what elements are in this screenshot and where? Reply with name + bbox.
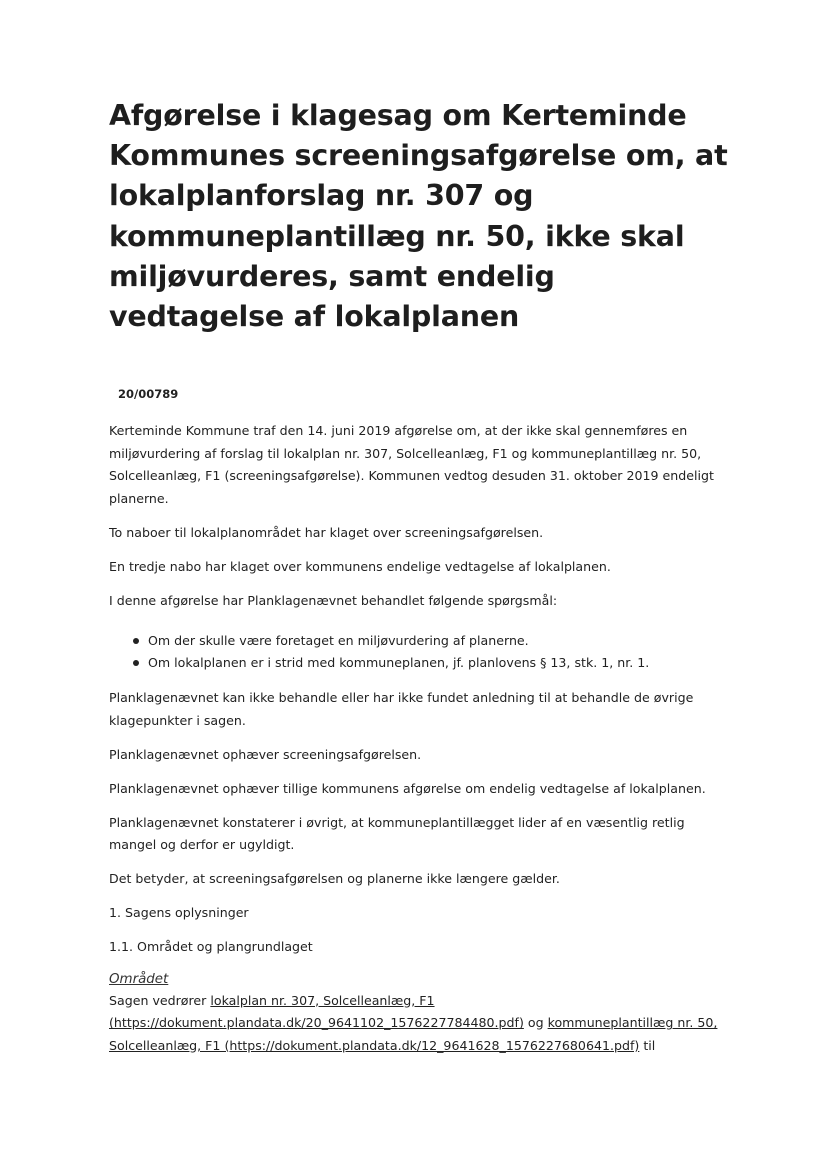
- decision-paragraph-2: Planklagenævnet ophæver screeningsafgørelsen.: [109, 746, 422, 762]
- decision-paragraph-4: Planklagenævnet konstaterer i øvrigt, at kommuneplantillægget lider af en væsentlig retlig mangel og derfor er ugyldigt.: [109, 814, 685, 853]
- section-heading-1: 1. Sagens oplysninger: [109, 904, 249, 920]
- intro-paragraph-3: En tredje nabo har klaget over kommunens endelige vedtagelse af lokalplanen.: [109, 558, 611, 574]
- list-item: Om der skulle være foretaget en miljøvurdering af planerne.: [148, 630, 729, 652]
- lokalplan-link[interactable]: lokalplan nr. 307, Solcelleanlæg, F1 (https://dokument.plandata.dk/20_9641102_1576227784480.pdf): [109, 992, 524, 1031]
- decision-paragraph-1: Planklagenævnet kan ikke behandle eller har ikke fundet anledning til at behandle de øvrige klagepunkter i sagen.: [109, 690, 694, 728]
- case-number: 20/00789: [118, 387, 179, 402]
- subheading-area: Området: [109, 971, 169, 987]
- section-heading-1-1: 1.1. Området og plangrundlaget: [109, 938, 313, 954]
- document-page: [109, 96, 729, 1069]
- intro-paragraph-2: To naboer til lokalplanområdet har klaget over screeningsafgørelsen.: [109, 524, 544, 540]
- decision-paragraph-5: Det betyder, at screeningsafgørelsen og planerne ikke længere gælder.: [109, 871, 560, 887]
- decision-paragraph-3: Planklagenævnet ophæver tillige kommunens afgørelse om endelig vedtagelse af lokalplanen.: [109, 780, 706, 796]
- questions-list: [109, 630, 729, 673]
- list-item: Om lokalplanen er i strid med kommuneplanen, jf. planlovens § 13, stk. 1, nr. 1.: [148, 652, 729, 674]
- kommuneplantillaeg-link[interactable]: kommuneplantillæg nr. 50, Solcelleanlæg, F1 (https://dokument.plandata.dk/12_9641628_1576227680641.pdf): [109, 1015, 718, 1053]
- page-title: Afgørelse i klagesag om Kerteminde Kommunes screeningsafgørelse om, at lokalplanforslag nr. 307 og kommuneplantillæg nr. 50, ikke skal miljøvurderes, samt endelig vedtagelse af lokalplanen: [109, 99, 728, 334]
- intro-paragraph-1: Kerteminde Kommune traf den 14. juni 2019 afgørelse om, at der ikke skal gennemføres en miljøvurdering af forslag til lokalplan nr. 307, Solcelleanlæg, F1 og kommuneplantillæg nr. 50, Solcelleanlæg, F1 (screeningsafgørelse). Kommunen vedtog desuden 31. oktober 2019 endeligt planerne.: [109, 423, 714, 506]
- area-paragraph: [109, 990, 729, 1058]
- area-text-middle: og: [523, 1015, 548, 1031]
- intro-paragraph-4: I denne afgørelse har Planklagenævnet behandlet følgende spørgsmål:: [109, 592, 558, 608]
- area-text-suffix: til: [639, 1037, 656, 1053]
- area-text-prefix: Sagen vedrører: [109, 992, 211, 1008]
